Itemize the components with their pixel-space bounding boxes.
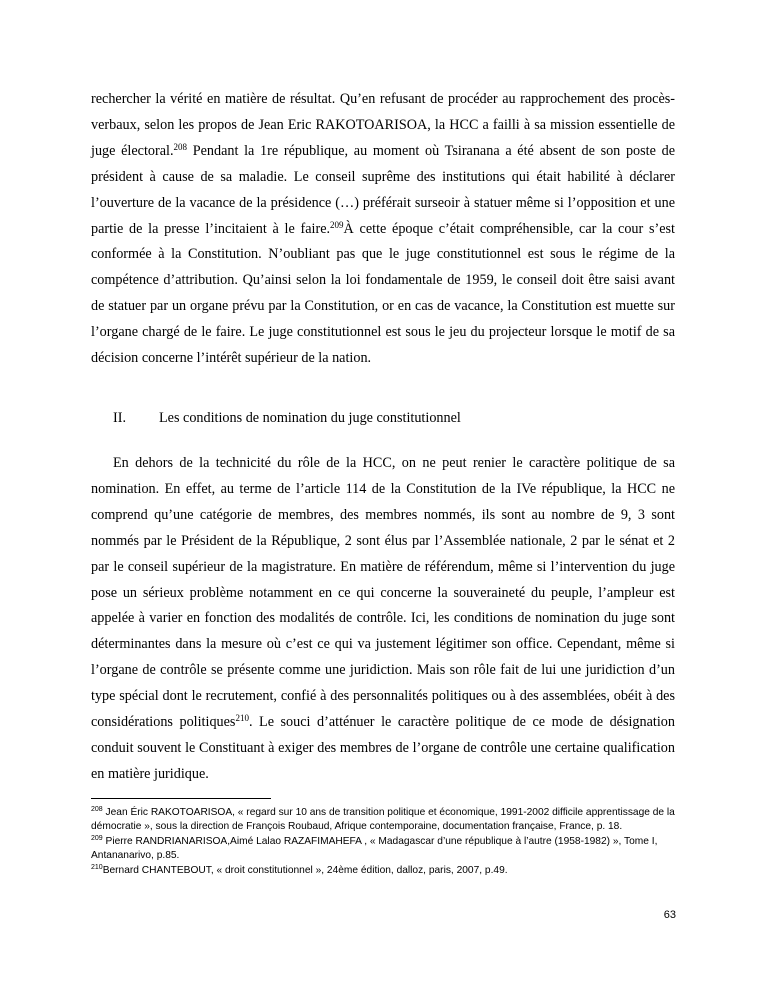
paragraph-1-text-b: Pendant la 1re république, au moment où Tsiranana a été absent de son poste de président à cause de sa maladie. Le conseil suprême des institutions qui était habilité à déclarer l’ouverture de la vacance de la présidence (…) préférait surseoir à statuer même si l’opposition et une partie de la presse l’incitaient à le faire.	[91, 142, 676, 237]
footnote-text: Pierre RANDRIANARISOA,Aimé Lalao RAZAFIMAHEFA , « Madagascar d’une république à l’autre (1958-1982) », Tome I, Antananarivo, p.85.	[91, 835, 658, 862]
footnote-ref-208[interactable]: 208	[173, 141, 188, 152]
footnote-209	[91, 835, 675, 864]
section-number: II.	[113, 410, 126, 426]
footnote-separator	[91, 798, 271, 799]
footnote-number: 208	[91, 806, 103, 813]
footnote-210	[91, 864, 675, 878]
section-heading	[91, 406, 675, 432]
footnote-ref-209[interactable]: 209	[330, 219, 344, 230]
page-number: 63	[663, 909, 676, 921]
footnotes	[91, 806, 675, 878]
paragraph-1	[91, 87, 675, 372]
footnote-208	[91, 806, 675, 835]
paragraph-1-text-a: rechercher la vérité en matière de résultat. Qu’en refusant de procéder au rapprochement des procès-verbaux, selon les propos de Jean Eric RAKOTOARISOA, la HCC a failli à sa mission essentielle de juge électoral.	[91, 91, 675, 159]
paragraph-1-text-c: À cette époque c’était compréhensible, car la cour s’est conformée à la Constitution. N’oubliant pas que le juge constitutionnel est sous le régime de la compétence d’attribution. Qu’ainsi selon la loi fondamentale de 1959, le conseil doit être saisi avant de statuer par un organe prévu par la Constitution, or en cas de vacance, la Constitution est muette sur l’organe chargé de le faire. Le juge constitutionnel est sous le jeu du projecteur lorsque le motif de sa décision concerne l’intérêt supérieur de la nation.	[91, 220, 675, 367]
section-title: Les conditions de nomination du juge constitutionnel	[159, 410, 461, 426]
paragraph-2-text-b: . Le souci d’atténuer le caractère politique de ce mode de désignation conduit souvent le Constituant à exiger des membres de l’organe de contrôle une certaine qualification en matière juridique.	[91, 714, 675, 782]
footnote-text: Jean Éric RAKOTOARISOA, « regard sur 10 ans de transition politique et économique, 1991-2002 difficile apprentissage de la démocratie », sous la direction de François Roubaud, Afrique contemporaine, documentation française, France, p. 18.	[91, 807, 675, 833]
footnote-number: 210	[91, 863, 103, 871]
footnote-number: 209	[91, 834, 103, 842]
footnote-text: Bernard CHANTEBOUT, « droit constitutionnel », 24ème édition, dalloz, paris, 2007, p.49.	[102, 864, 508, 876]
footnote-ref-210[interactable]: 210	[235, 713, 249, 724]
paragraph-2-text-a: En dehors de la technicité du rôle de la HCC, on ne peut renier le caractère politique de sa nomination. En effet, au terme de l’article 114 de la Constitution de la IVe république, la HCC ne comprend qu’une catégorie de membres, des membres nommés, ils sont au nombre de 9, 3 sont nommés par le Président de la République, 2 sont élus par l’Assemblée nationale, 2 par le sénat et 2 par le conseil supérieur de la magistrature. En matière de référendum, même si l’intervention du juge pose un sérieux problème notamment en ce qui concerne la souveraineté du peuple, l’ampleur est appelée à varier en fonction des modalités de contrôle. Ici, les conditions de nomination du juge sont déterminantes dans la mesure où c’est ce qui va justement légitimer son office. Cependant, même si l’organe de contrôle se présente comme une juridiction. Mais son rôle fait de lui une juridiction d’un type spécial dont le recrutement, confié à des personnalités politiques ou à des assemblées, obéit à des considérations politiques	[91, 455, 675, 731]
paragraph-2	[91, 451, 675, 788]
